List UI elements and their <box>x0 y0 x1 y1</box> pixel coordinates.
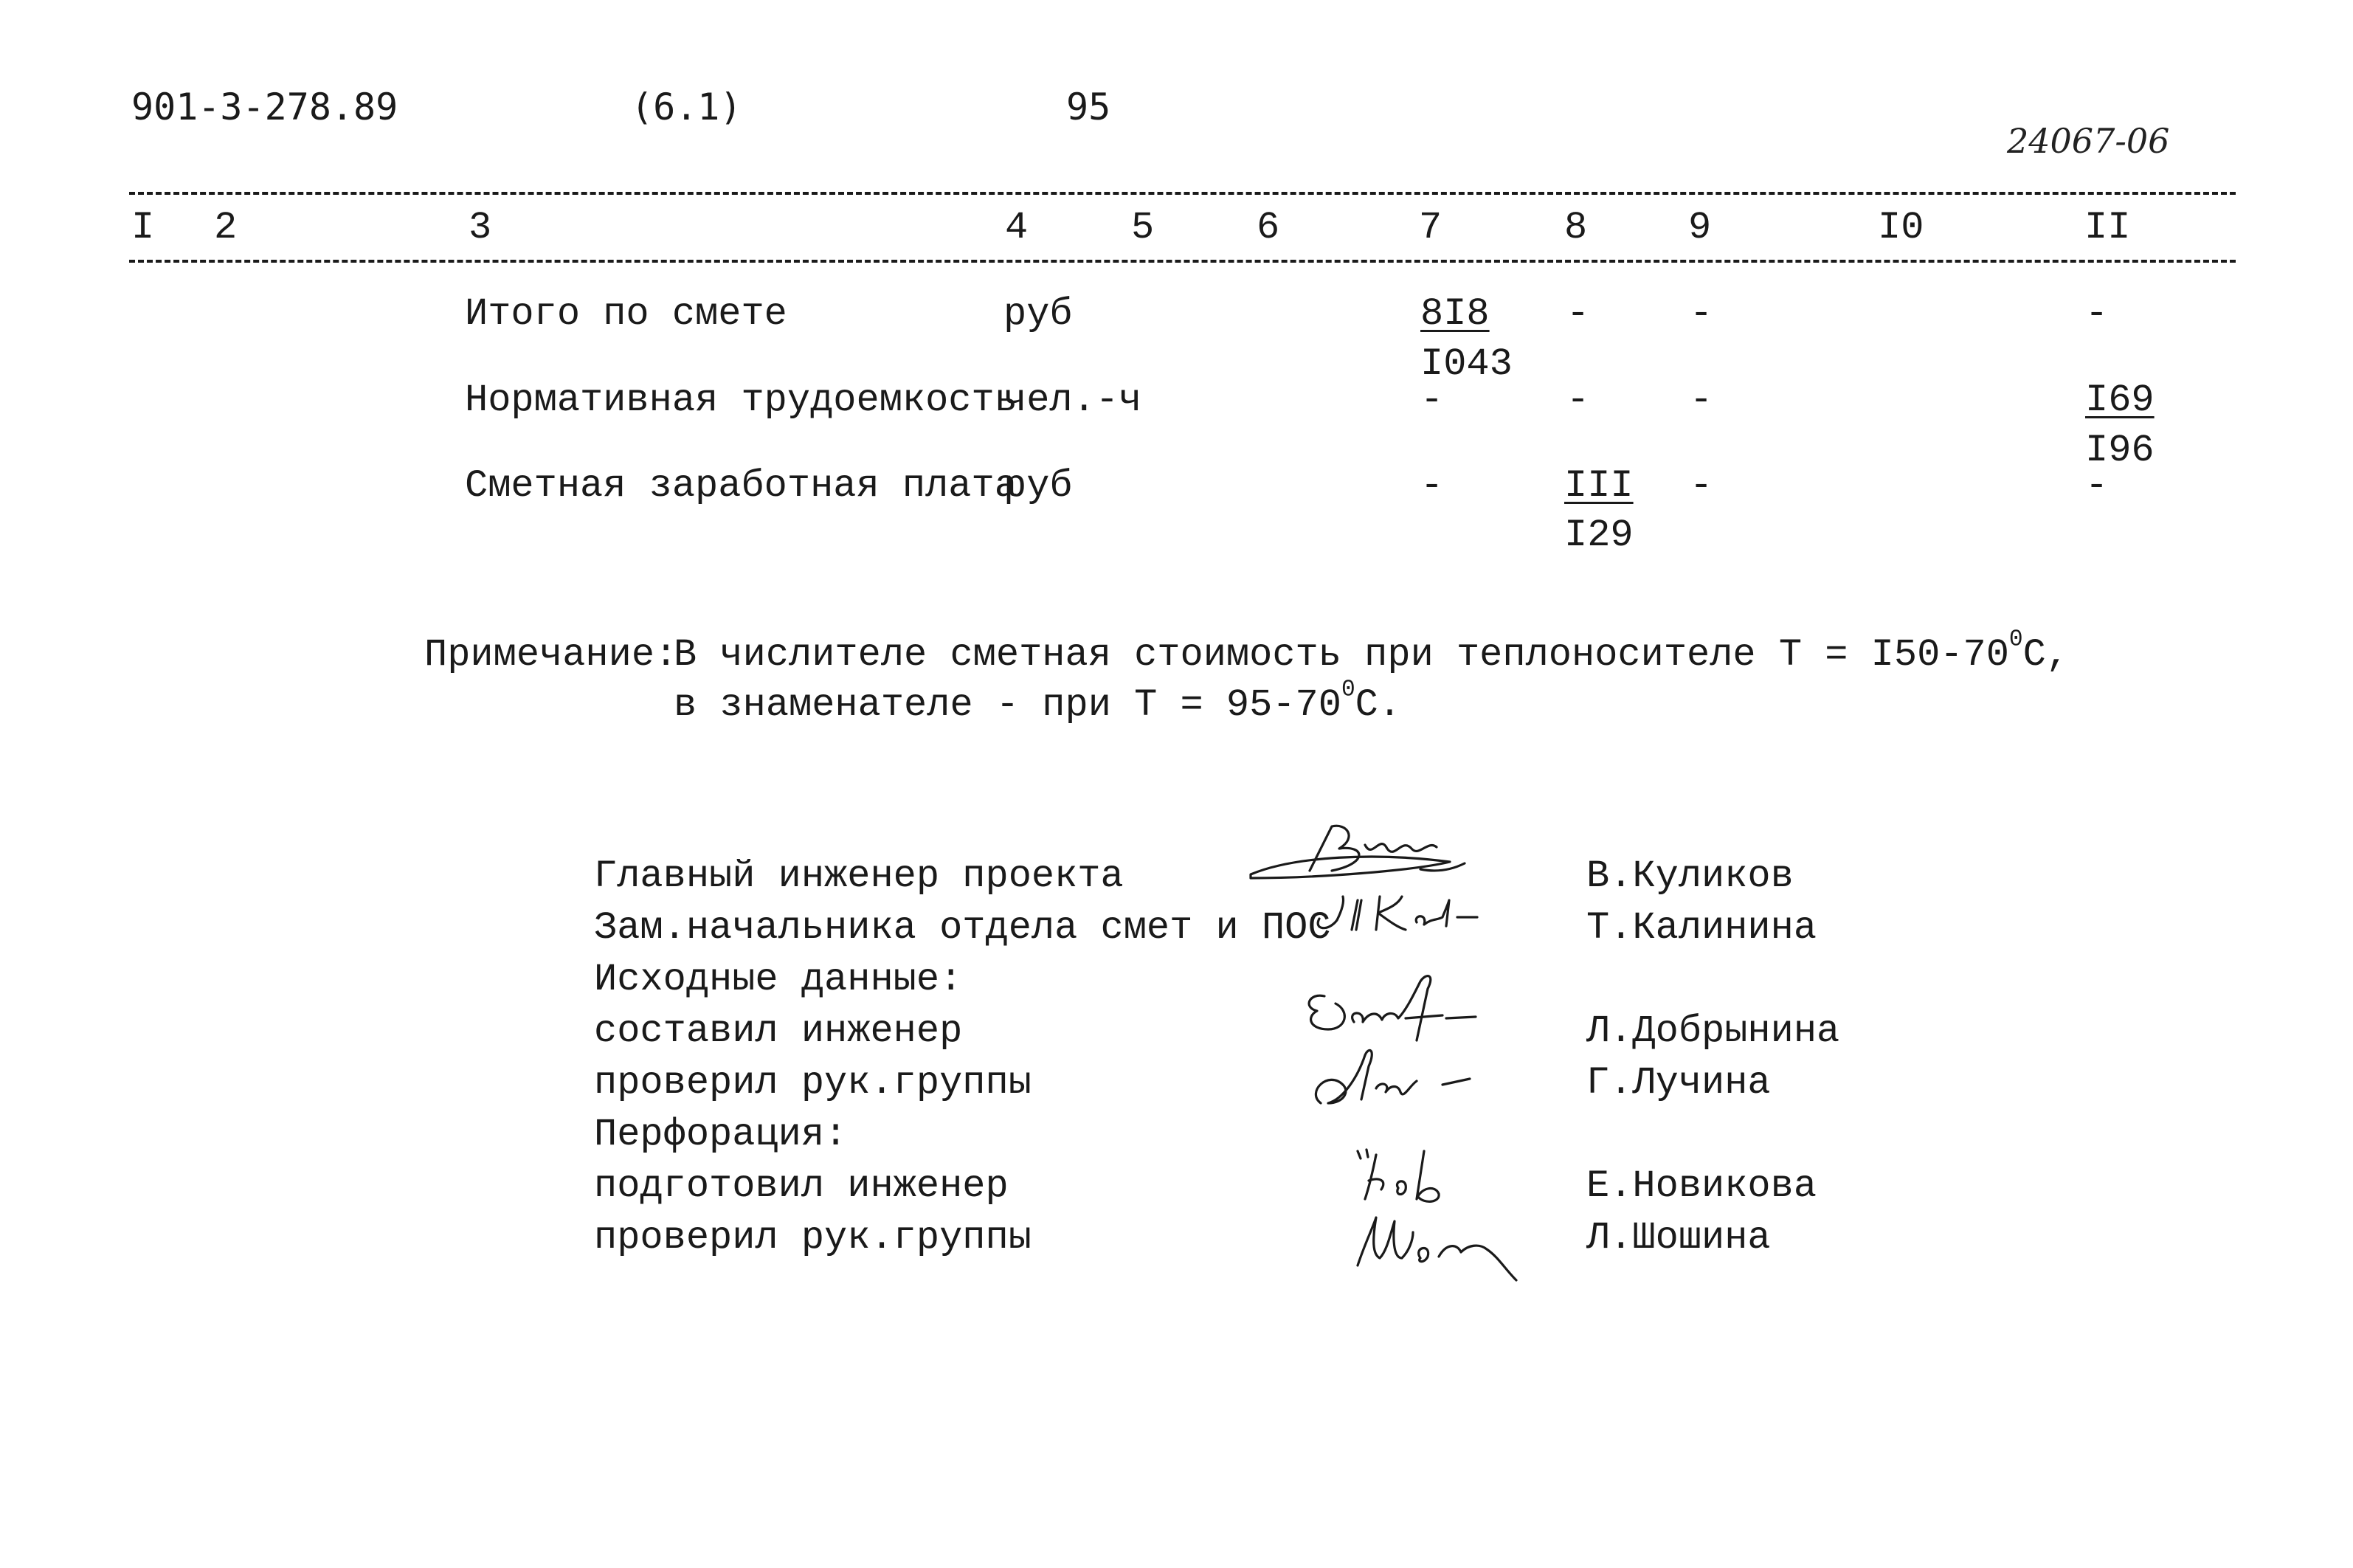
column-number: II <box>2084 206 2131 249</box>
signatory-name: Г.Лучина <box>1586 1061 1771 1105</box>
row-unit: руб <box>1003 464 1073 508</box>
row-unit: чел.-ч <box>1003 379 1142 422</box>
document-code: 901-3-278.89 <box>131 86 398 128</box>
col7-value: - <box>1420 379 1444 422</box>
signature-role: Главный инженер проекта <box>594 854 1124 898</box>
signatory-name: Е.Новикова <box>1586 1164 1817 1208</box>
signatory-name: Л.Шошина <box>1586 1216 1771 1260</box>
row-name: Нормативная трудоемкость <box>465 379 1017 422</box>
page-number: 95 <box>1066 86 1111 128</box>
row-unit: руб <box>1003 292 1073 336</box>
table-top-rule <box>129 192 2236 195</box>
signature-role: Перфорация: <box>594 1113 848 1156</box>
column-number: 6 <box>1257 206 1280 249</box>
signature-kulikov <box>1229 819 1494 900</box>
table-header-rule <box>129 260 2236 263</box>
col11-value: - <box>2085 292 2109 336</box>
signature-role: Исходные данные: <box>594 958 963 1001</box>
column-number: 7 <box>1419 206 1442 249</box>
note-line-1-tail: С, <box>2022 633 2070 677</box>
signatory-name: Л.Добрынина <box>1586 1009 1840 1053</box>
row-name: Итого по смете <box>465 292 787 336</box>
col8-numerator: III <box>1564 464 1634 508</box>
note-line-1 <box>674 626 2070 677</box>
column-number: 2 <box>214 206 238 249</box>
note-label: Примечание: <box>424 633 678 677</box>
degree-sign: 0 <box>1341 677 1355 703</box>
column-number: 5 <box>1131 206 1155 249</box>
signature-role: составил инженер <box>594 1009 963 1053</box>
col7-numerator: 8I8 <box>1420 292 1490 336</box>
column-number: I <box>131 206 155 249</box>
signatory-name: В.Куликов <box>1586 854 1794 898</box>
col9-value: - <box>1690 379 1713 422</box>
column-number: I0 <box>1878 206 1924 249</box>
note-line-2-text: в знаменателе - при Т = 95-70 <box>674 683 1341 727</box>
col9-value: - <box>1690 464 1713 508</box>
row-name: Сметная заработная плата <box>465 464 1017 508</box>
signature-role: Зам.начальника отдела смет и ПОС <box>594 906 1331 950</box>
signature-role: проверил рук.группы <box>594 1061 1032 1105</box>
signature-role: подготовил инженер <box>594 1164 1009 1208</box>
archive-number: 24067-06 <box>2007 121 2170 161</box>
signature-role: проверил рук.группы <box>594 1216 1032 1260</box>
column-number: 9 <box>1688 206 1712 249</box>
col8-value: - <box>1566 379 1590 422</box>
column-number: 8 <box>1564 206 1588 249</box>
signature-luchina <box>1299 1040 1483 1114</box>
col8-value: - <box>1566 292 1590 336</box>
section-number: (6.1) <box>631 86 742 128</box>
col11-denominator: I96 <box>2085 429 2155 472</box>
column-number: 3 <box>469 206 492 249</box>
col8-denominator: I29 <box>1564 514 1634 557</box>
col9-value: - <box>1690 292 1713 336</box>
col7-denominator: I043 <box>1420 342 1513 386</box>
degree-sign: 0 <box>2008 626 2023 653</box>
signature-kalinina <box>1306 889 1490 941</box>
col11-numerator: I69 <box>2085 379 2155 422</box>
signatory-name: Т.Калинина <box>1586 906 1817 950</box>
col7-value: - <box>1420 464 1444 508</box>
note-line-2-tail: С. <box>1355 683 1402 727</box>
col11-value: - <box>2085 464 2109 508</box>
note-line-1-text: В числителе сметная стоимость при теплоносителе Т = I50-70 <box>674 633 2009 677</box>
column-number: 4 <box>1005 206 1029 249</box>
signature-shoshina <box>1339 1199 1538 1295</box>
note-line-2 <box>674 677 1402 727</box>
